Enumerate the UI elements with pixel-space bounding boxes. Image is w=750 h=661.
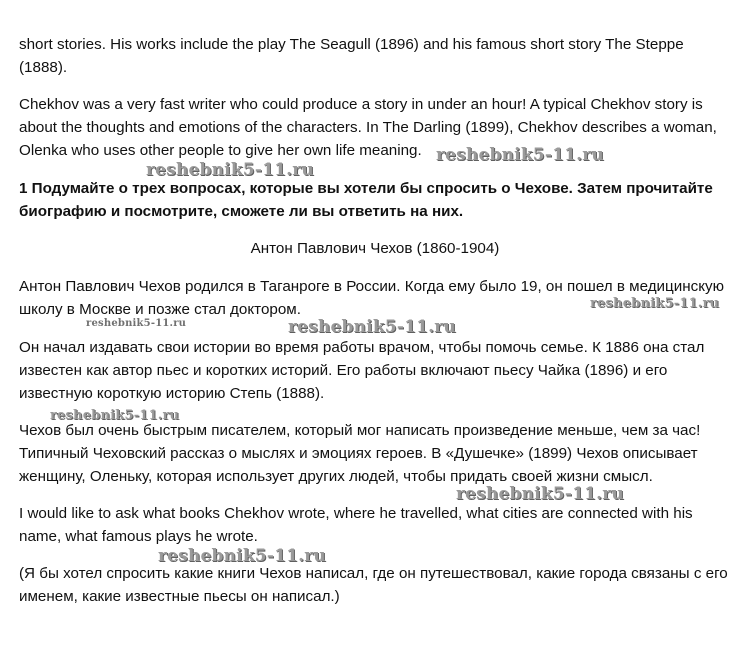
text-line: short stories. His works include the play The Seagull (1896) and his famous short story The Steppe: [19, 36, 684, 53]
watermark: reshebnik5-11.ru: [456, 484, 624, 504]
answer-russian: [19, 562, 728, 608]
text-line: биографию и посмотрите, сможете ли вы ответить на них.: [19, 203, 464, 220]
text-line: Типичный Чеховский рассказ о мыслях и эмоциях героев. В «Душечке» (1899) Чехов описывает: [19, 445, 698, 462]
text-line: Olenka who uses other people to give her own life meaning.: [19, 142, 422, 159]
text-line: 1 Подумайте о трех вопросах, которые вы хотели бы спросить о Чехове. Затем прочитайте: [19, 180, 713, 197]
text-line: about the thoughts and emotions of the characters. In The Darling (1899), Chekhov describes a woman,: [19, 119, 717, 136]
text-line: Chekhov was a very fast writer who could produce a story in under an hour! A typical Chekhov story is: [19, 96, 703, 113]
task-heading: [19, 177, 724, 223]
text-line: (1888).: [19, 59, 68, 76]
text-line: именем, какие известные пьесы он написал.): [19, 588, 340, 605]
text-line: Антон Павлович Чехов родился в Таганроге в России. Когда ему было 19, он пошел в медицинскую: [19, 278, 724, 295]
text-line: известен как автор пьес и коротких историй. Его работы включают пьесу Чайка (1896) и его: [19, 362, 668, 379]
ru-paragraph-career: [19, 336, 724, 405]
text-line: I would like to ask what books Chekhov wrote, where he travelled, what cities are connected with his: [19, 505, 693, 522]
chekhov-writer-paragraph: [19, 93, 724, 162]
text-line: известную короткую историю Степь (1888).: [19, 385, 325, 402]
intro-paragraph-end: [19, 33, 724, 79]
watermark: reshebnik5-11.ru: [436, 145, 604, 165]
text-line: школу в Москве и позже стал доктором.: [19, 301, 301, 318]
watermark: reshebnik5-11.ru: [50, 408, 180, 423]
watermark: reshebnik5-11.ru: [146, 160, 314, 180]
watermark: reshebnik5-11.ru: [158, 546, 326, 566]
text-line: Чехов был очень быстрым писателем, который мог написать произведение меньше, чем за час!: [19, 422, 701, 439]
watermark: reshebnik5-11.ru: [590, 296, 720, 311]
watermark: reshebnik5-11.ru: [288, 317, 456, 337]
text-line: (Я бы хотел спросить какие книги Чехов написал, где он путешествовал, какие города связаны с его: [19, 565, 728, 582]
text-line: Он начал издавать свои истории во время работы врачом, чтобы помочь семье. К 1886 она стал: [19, 339, 705, 356]
biography-title: Антон Павлович Чехов (1860-1904): [250, 240, 500, 257]
ru-paragraph-writer: [19, 419, 724, 488]
text-line: name, what famous plays he wrote.: [19, 528, 258, 545]
watermark: reshebnik5-11.ru: [86, 318, 187, 329]
text-line: женщину, Оленьку, которая использует других людей, чтобы придать своей жизни смысл.: [19, 468, 653, 485]
answer-english: [19, 502, 724, 548]
